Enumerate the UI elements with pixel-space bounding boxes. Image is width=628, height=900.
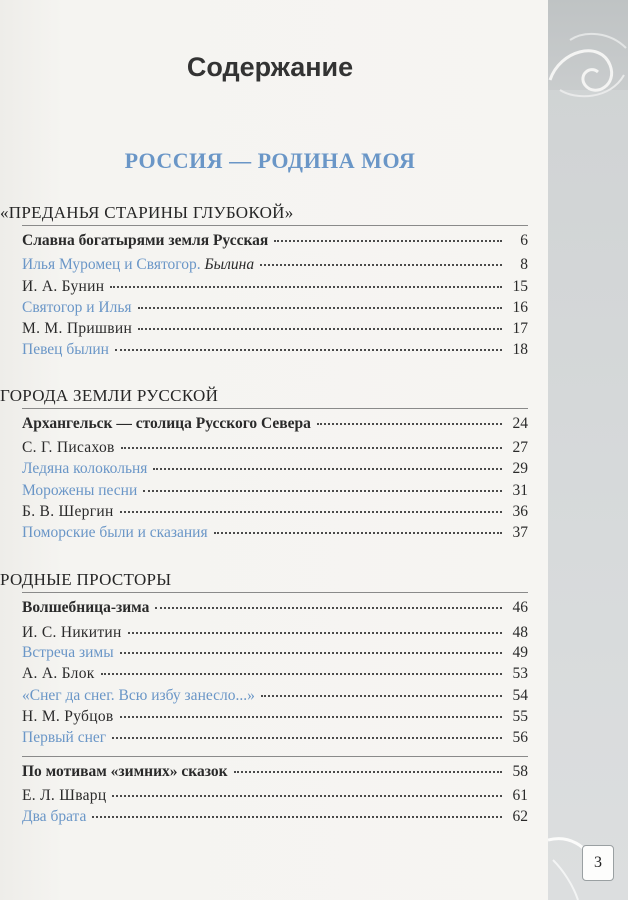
toc-entry[interactable] [22,808,528,828]
toc-entry-genre: Былина [204,256,255,273]
toc-entry-page: 36 [512,503,528,520]
section-heading: ГОРОДА ЗЕМЛИ РУССКОЙ [0,386,219,405]
toc-entry[interactable] [22,415,528,435]
toc-entry-title: Илья Муромец и Святогор. Былина [22,256,255,273]
toc-entry-page: 54 [512,687,528,704]
section-rule [22,225,528,226]
ornament-swirl-icon [540,20,628,110]
dot-leader [214,531,502,534]
toc-entry-title: Встреча зимы [22,644,114,661]
toc-entry-page: 53 [512,665,528,682]
section-heading: «ПРЕДАНЬЯ СТАРИНЫ ГЛУБОКОЙ» [0,203,294,222]
dot-leader [115,348,502,351]
toc-entry-title: Певец былин [22,341,109,358]
dot-leader [153,467,502,470]
toc-entry-page: 55 [512,708,528,725]
toc-entry-page: 48 [512,624,528,641]
toc-entry[interactable] [22,503,528,523]
toc-entry-title: Святогор и Илья [22,299,132,316]
toc-entry-title: Морожены песни [22,482,138,499]
toc-entry[interactable] [22,624,528,644]
dot-leader [128,631,502,634]
dot-leader [101,672,502,675]
section-rule [22,592,528,593]
toc-entry-title: И. С. Никитин [22,624,122,641]
toc-entry-page: 58 [512,763,528,780]
toc-entry-page: 16 [512,299,528,316]
section-rule [22,408,528,409]
toc-entry-page: 56 [512,729,528,746]
toc-entry[interactable] [22,787,528,807]
toc-entry-page: 6 [520,232,528,249]
toc-entry-title: С. Г. Писахов [22,439,115,456]
dot-leader [120,715,503,718]
toc-entry-page: 8 [520,256,528,273]
toc-entry-title: Н. М. Рубцов [22,708,114,725]
toc-entry-title: «Снег да снег. Всю избу занесло...» [22,687,255,704]
toc-entry-title: По мотивам «зимних» сказок [22,763,228,780]
toc-entry-title: А. А. Блок [22,665,95,682]
dot-leader [138,306,502,309]
toc-entry-title: Ледяна колокольня [22,460,148,477]
toc-entry[interactable] [22,687,528,707]
part-title: РОССИЯ — РОДИНА МОЯ [124,148,416,173]
toc-entry-title: Б. В. Шергин [22,503,114,520]
dot-leader [274,239,502,242]
dot-leader [120,510,502,513]
toc-entry-page: 46 [512,599,528,616]
dot-leader [261,694,502,697]
toc-entry-title: Е. Л. Шварц [22,787,107,804]
toc-entry[interactable] [22,644,528,664]
toc-entry-page: 17 [512,320,528,337]
toc-entry[interactable] [22,320,528,340]
toc-entry[interactable] [22,278,528,298]
page-title: Содержание [186,52,354,82]
toc-entry[interactable] [22,232,528,252]
dot-leader [143,489,502,492]
toc-entry-page: 15 [512,278,528,295]
toc-entry[interactable] [22,299,528,319]
toc-entry-page: 49 [512,644,528,661]
dot-leader [260,263,502,266]
dot-leader [234,770,502,773]
toc-entry-title: Поморские были и сказания [22,524,208,541]
dot-leader [112,794,502,797]
toc-entry[interactable] [22,482,528,502]
toc-entry-page: 24 [512,415,528,432]
toc-entry-page: 61 [512,787,528,804]
toc-entry[interactable] [22,341,528,361]
subsection-rule [22,756,528,757]
toc-entry-page: 29 [512,460,528,477]
toc-entry-title: Два брата [22,808,87,825]
toc-entry[interactable] [22,439,528,459]
section-heading: РОДНЫЕ ПРОСТОРЫ [0,570,172,589]
dot-leader [112,736,502,739]
toc-entry-page: 31 [512,482,528,499]
toc-entry[interactable] [22,599,528,619]
toc-entry-title: Славна богатырями земля Русская [22,232,269,249]
toc-entry[interactable] [22,524,528,544]
toc-entry[interactable] [22,763,528,783]
dot-leader [317,422,502,425]
toc-entry-page: 18 [512,341,528,358]
toc-entry[interactable] [22,708,528,728]
toc-entry-title: М. М. Пришвин [22,320,133,337]
dot-leader [110,285,502,288]
toc-entry-title: Первый снег [22,729,107,746]
decorative-sidebar [548,0,628,900]
toc-entry-title: Архангельск — столица Русского Севера [22,415,311,432]
toc-entry-page: 37 [512,524,528,541]
toc-entry-title: И. А. Бунин [22,278,105,295]
toc-entry[interactable] [22,665,528,685]
toc-entry[interactable] [22,256,528,276]
toc-entry-page: 62 [512,808,528,825]
dot-leader [92,815,502,818]
dot-leader [120,651,502,654]
toc-entry[interactable] [22,460,528,480]
dot-leader [155,606,502,609]
page-number: 3 [582,845,614,881]
toc-entry-title: Волшебница-зима [22,599,150,616]
dot-leader [138,327,502,330]
toc-entry-page: 27 [512,439,528,456]
toc-entry[interactable] [22,729,528,749]
dot-leader [121,446,502,449]
